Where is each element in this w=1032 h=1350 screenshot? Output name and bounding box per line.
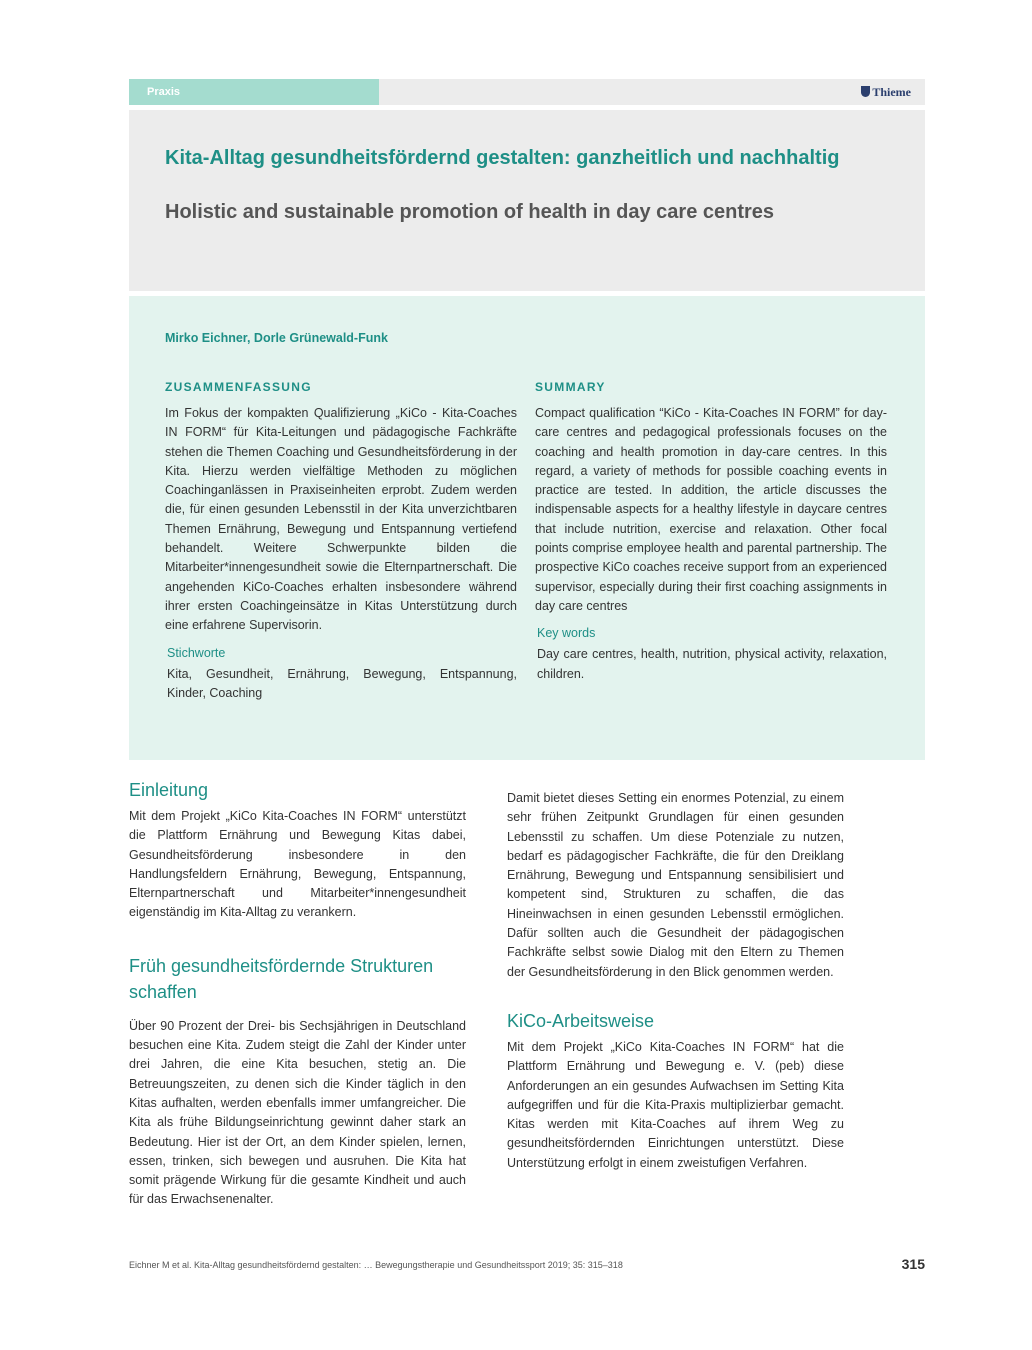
keywords-en-heading: Key words <box>537 626 596 641</box>
abstract-german <box>165 380 517 703</box>
article-title-german: Kita-Alltag gesundheitsfördernd gestalten: ganzheitlich und nachhaltig <box>165 147 840 169</box>
authors: Mirko Eichner, Dorle Grünewald-Funk <box>165 331 388 345</box>
body-column-right <box>507 789 844 1173</box>
structures-paragraph: Über 90 Prozent der Drei- bis Sechsjährigen in Deutschland besuchen eine Kita. Zudem steigt die Zahl der Kinder unter drei Jahren, die eine Kita besuchen, stetig an. Die Betreuungszeiten, zu denen sich die Kinder täglich in den Kitas aufhalten, werden ebenfalls immer umfangreicher. Die Kita als frühe Bildungseinrichtung gewinnt daher stark an Bedeutung. Hier ist der Ort, an dem Kinder spielen, lernen, essen, trinken, sich bewegen und ausruhen. Die Kita hat somit prägende Wirkung für die gesamte Kindheit und auch für das Erwachsenenalter. <box>129 1018 466 1207</box>
kico-paragraph: Mit dem Projekt „KiCo Kita-Coaches IN FORM“ hat die Plattform Ernährung und Bewegung e. V. (peb) diese Anforderungen an ein gesundes Aufwachsen im Setting Kita aufgegriffen und für die Kita-Praxis multiplizierbar gemacht. Kitas werden mit Kita-Coaches auf ihrem Weg zu gesundheitsfördernden Einrichtungen unterstützt. Diese Unterstützung erfolgt in einem zweistufigen Verfahren. <box>507 1039 844 1170</box>
keywords-de-heading: Stichworte <box>167 645 226 660</box>
footer-citation: Eichner M et al. Kita-Alltag gesundheitsfördernd gestalten: … Bewegungstherapie und Gesundheitssport 2019; 35: 315–318 <box>129 1260 623 1270</box>
section-heading-structures: Früh gesundheitsfördernde Strukturen schaffen <box>129 955 434 1002</box>
page-number: 315 <box>901 1256 925 1272</box>
section-label: Praxis <box>129 79 379 105</box>
continued-paragraph: Damit bietet dieses Setting ein enormes Potenzial, zu einem sehr frühen Zeitpunkt Grundlagen für einen gesunden Lebensstil zu schaffen. Um diese Potenziale zu nutzen, bedarf es pädagogischer Fachkräfte, die für den Dreiklang Ernährung, Bewegung und Entspannung sensibilisiert und kompetent sind, Strukturen zu schaffen, die das Hineinwachsen in einen gesunden Lebensstil ermöglichen. Dafür sollten auch die Gesundheit der pädagogischen Fachkräfte selbst sowie Dialog mit den Eltern zu Themen der Gesundheitsförderung in den Blick genommen werden. <box>507 791 844 979</box>
publisher-logo <box>861 79 911 105</box>
header-bar <box>129 79 925 105</box>
abstract-de-heading: ZUSAMMENFASSUNG <box>165 380 312 394</box>
section-heading-kico: KiCo-Arbeitsweise <box>507 1010 655 1031</box>
keywords-en-text: Day care centres, health, nutrition, physical activity, relaxation, children. <box>537 647 887 681</box>
abstract-de-text: Im Fokus der kompakten Qualifizierung „KiCo - Kita-Coaches IN FORM“ für Kita-Leitungen und pädagogische Fachkräfte stehen die Themen Coaching und Gesundheitsförderung in der Kita. Hierzu werden vielfältige Methoden zu möglichen Coachinganlässen in Praxiseinheiten erprobt. Zudem werden die, für einen gesunden Lebensstil in der Kita unverzichtbaren Themen Ernährung, Bewegung und Entspannung vertiefend behandelt. Weitere Schwerpunkte bilden die Mitarbeiter*innengesundheit sowie die Elternpartnerschaft. Die angehenden KiCo-Coaches erhalten insbesondere während ihrer ersten Coachingeinsätze in Kitas Unterstützung durch eine erfahrene Supervisorin. <box>165 406 517 633</box>
abstract-en-heading: SUMMARY <box>535 380 606 394</box>
article-title-english: Holistic and sustainable promotion of health in day care centres <box>165 201 775 223</box>
thieme-logo-icon <box>861 86 870 97</box>
abstract-en-text: Compact qualification “KiCo - Kita-Coaches IN FORM” for day-care centres and pedagogical professionals focuses on the coaching and health promotion in day-care centres. In this regard, a variety of methods for possible coaching events in practice are tested. In addition, the article discusses the indispensable aspects for a healthy lifestyle in daycare centres that include nutrition, exercise and relaxation. Other focal points comprise employee health and parental partnership. The prospective KiCo coaches receive support from an experienced supervisor, especially during their first coaching assignments in day care centres <box>535 406 887 613</box>
section-heading-intro: Einleitung <box>129 780 209 800</box>
publisher-name: Thieme <box>872 85 911 99</box>
intro-paragraph: Mit dem Projekt „KiCo Kita-Coaches IN FORM“ unterstützt die Plattform Ernährung und Bewegung Kitas dabei, Gesundheitsförderung insbesondere in den Handlungsfeldern Ernährung, Bewegung, Entspannung, Elternpartnerschaft und Mitarbeiter*innengesundheit eigenständig im Kita-Alltag zu verankern. <box>129 809 466 920</box>
title-block <box>129 110 925 291</box>
keywords-de-text: Kita, Gesundheit, Ernährung, Bewegung, Entspannung, Kinder, Coaching <box>167 666 517 700</box>
abstract-english <box>535 380 887 684</box>
body-column-left <box>129 777 466 1210</box>
abstract-block <box>129 296 925 760</box>
